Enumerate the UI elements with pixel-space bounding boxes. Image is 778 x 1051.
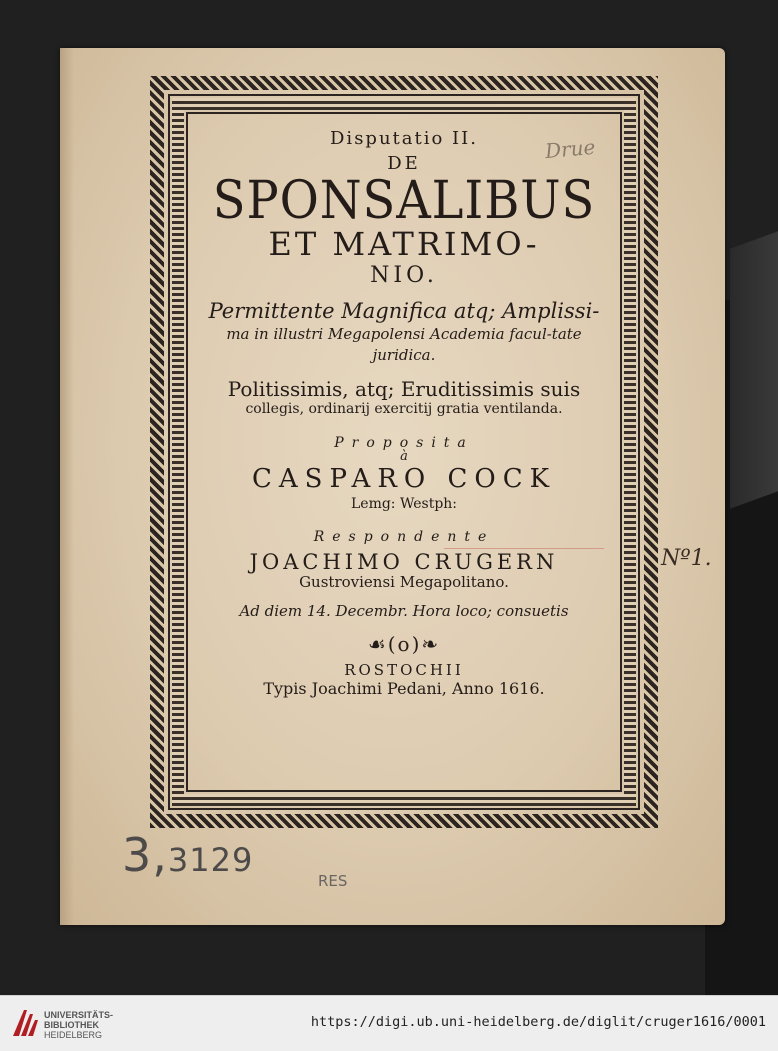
a-line: à — [400, 449, 408, 465]
title-line-2: ET MATRIMO- — [268, 225, 540, 264]
library-logo-icon — [10, 1006, 40, 1040]
book-edge — [730, 231, 778, 508]
collegis-line: collegis, ordinarij exercitij gratia ventilanda. — [245, 400, 563, 417]
author-name: CASPARO COCK — [251, 463, 557, 494]
viewer-footer — [0, 995, 778, 1051]
politissimis-line: Politissimis, atq; Eruditissimis suis — [227, 376, 581, 401]
imprint-place: ROSTOCHII — [344, 661, 464, 680]
logo-line-3: HEIDELBERG — [44, 1030, 103, 1040]
permittente-line: Permittente Magnifica atq; Amplissi- — [208, 299, 600, 324]
shelfmark-main: 3, — [122, 828, 168, 882]
title-line-3: NIO. — [370, 262, 438, 288]
logo-line-1: UNIVERSITÄTS- — [44, 1010, 114, 1020]
proposita-line: Proposita — [334, 434, 474, 451]
printer-ornament: ☙(o)❧ — [367, 632, 441, 657]
res-stamp: RES — [318, 872, 348, 890]
date-line: Ad diem 14. Decembr. Hora loco; consuetis — [239, 602, 569, 621]
respondent-name: JOACHIMO CRUGERN — [249, 549, 559, 574]
imprint-line: Typis Joachimi Pedani, Anno 1616. — [263, 678, 545, 698]
respondente-line: Respondente — [313, 528, 495, 545]
title-text-block — [196, 118, 612, 698]
paper-edge — [60, 48, 74, 925]
logo-line-2: BIBLIOTHEK — [44, 1020, 99, 1030]
handwritten-top-note: Drue — [544, 134, 597, 164]
author-origin: Lemg: Westph: — [350, 496, 458, 513]
main-title: SPONSALIBUS — [212, 170, 596, 231]
academia-line: ma in illustri Megapolensi Academia facul-tate juridica. — [226, 325, 582, 364]
de-line: DE — [387, 152, 421, 174]
library-logo-text — [44, 1010, 113, 1040]
shelfmark — [122, 828, 253, 882]
handwritten-number: Nº1. — [661, 546, 712, 571]
shelfmark-number: 3129 — [167, 841, 254, 879]
permalink-url[interactable]: https://digi.ub.uni-heidelberg.de/diglit/cruger1616/0001 — [310, 1014, 766, 1030]
disputatio-heading: Disputatio II. — [330, 128, 478, 149]
respondent-origin: Gustroviensi Megapolitano. — [299, 572, 509, 591]
